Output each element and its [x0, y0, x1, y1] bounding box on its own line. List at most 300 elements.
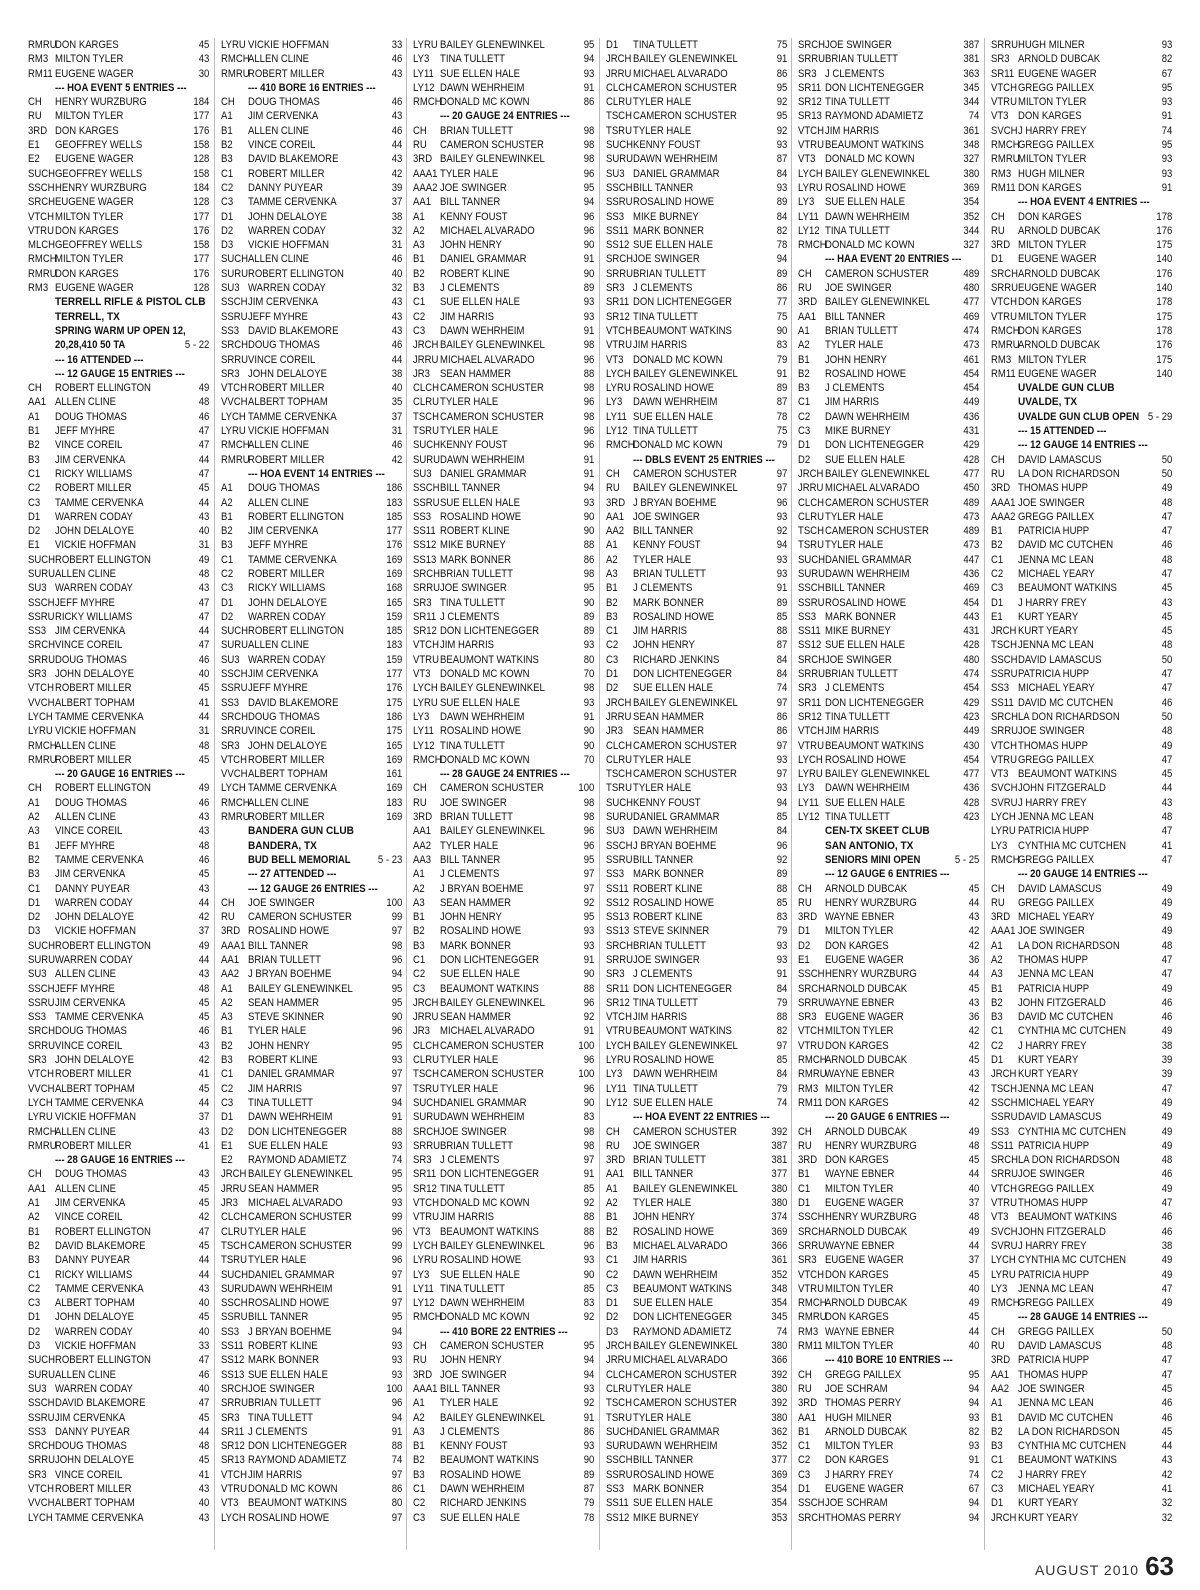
shooter-name: BEAUMONT WATKINS — [1017, 1454, 1117, 1467]
class-code — [413, 109, 440, 123]
result-row — [221, 767, 402, 781]
shooter-name: MILTON TYLER — [825, 1182, 894, 1195]
score: 74 — [391, 1454, 402, 1467]
shooter-name: DON LICHTENEGGER — [825, 696, 925, 709]
score: 45 — [198, 1311, 210, 1324]
shooter-name: ARNOLD DUBCAK — [825, 882, 908, 895]
result-row — [28, 138, 209, 152]
shooter-name: TINA TULLETT — [825, 96, 890, 109]
shooter-name: DON KARGES — [825, 1039, 889, 1052]
class-code: C2 — [605, 639, 618, 652]
shooter-name: BRIAN TULLETT — [247, 954, 321, 966]
shooter-name: TINA TULLETT — [247, 1411, 313, 1424]
score: 89 — [776, 267, 787, 280]
class-code: D3 — [28, 1340, 41, 1353]
result-row — [991, 467, 1172, 481]
class-code: C2 — [413, 310, 426, 323]
score: 89 — [776, 196, 787, 209]
class-code: C1 — [220, 553, 233, 566]
shooter-name: GEOFFREY WELLS — [55, 239, 143, 252]
result-row — [798, 1511, 979, 1525]
shooter-name: RICKY WILLIAMS — [55, 1268, 133, 1281]
result-row — [413, 1368, 594, 1382]
score: 348 — [963, 139, 980, 152]
score: 94 — [776, 796, 787, 809]
class-code: SUCH — [28, 167, 56, 180]
result-row — [606, 496, 787, 510]
result-row — [991, 267, 1172, 281]
result-row — [221, 1282, 402, 1296]
shooter-name: MICHAEL ALVARADO — [247, 1197, 343, 1210]
score: 82 — [776, 224, 787, 237]
class-code: D1 — [798, 925, 811, 938]
score — [769, 1110, 794, 1124]
shooter-name: EUGENE WAGER — [55, 153, 134, 166]
class-code: B3 — [605, 1239, 618, 1252]
result-row — [991, 1210, 1172, 1224]
score: 42 — [198, 1211, 210, 1224]
result-row — [413, 124, 594, 138]
section-header — [798, 1110, 979, 1124]
shooter-name: CAMERON SCHUSTER — [440, 1068, 544, 1081]
result-row — [991, 1496, 1172, 1510]
score: 45 — [1161, 768, 1172, 781]
score: 95 — [583, 39, 595, 51]
result-row — [798, 781, 979, 795]
score: 128 — [193, 153, 210, 166]
class-code: JRCH — [605, 53, 631, 66]
result-row — [606, 1353, 787, 1367]
result-row — [991, 739, 1172, 753]
class-code: SVCH — [990, 1225, 1017, 1238]
result-row — [606, 567, 787, 581]
shooter-name: GREGG PAILLEX — [1017, 1182, 1094, 1195]
shooter-name: JIM HARRIS — [825, 396, 880, 409]
class-code: VTCH — [605, 324, 632, 337]
score: 374 — [770, 1211, 787, 1224]
score: 92 — [583, 1311, 595, 1324]
shooter-name: TAMME CERVENKA — [247, 196, 337, 209]
shooter-name: CAMERON SCHUSTER — [247, 1239, 352, 1252]
result-row — [798, 939, 979, 953]
class-code: C2 — [220, 567, 233, 580]
result-row — [606, 81, 787, 95]
shooter-name: ARNOLD DUBCAK — [1017, 339, 1100, 352]
shooter-name: CAMERON SCHUSTER — [440, 782, 544, 795]
shooter-name: --- 28 GAUGE 24 ENTRIES --- — [440, 768, 570, 781]
shooter-name: JIM HARRIS — [632, 1254, 687, 1267]
result-row — [606, 124, 787, 138]
result-row — [991, 610, 1172, 624]
result-row — [28, 967, 209, 981]
shooter-name: CYNTHIA MC CUTCHEN — [1017, 1125, 1126, 1138]
shooter-name: EUGENE WAGER — [1017, 367, 1097, 380]
shooter-name: --- 12 GAUGE 14 ENTRIES --- — [1017, 439, 1148, 452]
result-row — [798, 1382, 979, 1396]
score — [954, 839, 979, 853]
score: 95 — [391, 1039, 402, 1052]
shooter-name: WARREN CODAY — [247, 224, 326, 237]
result-row — [413, 52, 594, 66]
score: 95 — [968, 1368, 980, 1381]
class-code: SSRU — [28, 996, 55, 1009]
score: 50 — [1161, 710, 1172, 723]
class-code: B3 — [990, 1440, 1003, 1453]
result-row — [221, 1310, 402, 1324]
result-row — [221, 1225, 402, 1239]
score: 42 — [968, 1096, 980, 1109]
class-code: A3 — [990, 968, 1003, 981]
score: 45 — [198, 1454, 210, 1467]
result-row — [991, 238, 1172, 252]
result-row — [413, 624, 594, 638]
result-row — [413, 1511, 594, 1525]
score: 44 — [968, 968, 980, 981]
score: 49 — [198, 939, 210, 952]
result-row — [413, 896, 594, 910]
shooter-name: BEAUMONT WATKINS — [632, 1025, 732, 1038]
shooter-name: EUGENE WAGER — [825, 1197, 904, 1210]
result-row — [606, 267, 787, 281]
score: 473 — [963, 510, 980, 523]
result-row — [413, 1196, 594, 1210]
shooter-name: ALBERT TOPHAM — [55, 1082, 135, 1095]
score: 345 — [963, 81, 980, 94]
class-code: RMCH — [220, 796, 250, 809]
shooter-name: JIM HARRIS — [247, 1468, 302, 1481]
result-row — [606, 1468, 787, 1482]
shooter-name: HENRY WURZBURG — [55, 96, 147, 109]
class-code: SU3 — [605, 167, 625, 180]
class-code: C2 — [413, 968, 426, 981]
class-code: B1 — [605, 582, 618, 595]
score: 92 — [583, 1011, 595, 1024]
class-code: A3 — [605, 567, 618, 580]
class-code: LYRU — [605, 382, 631, 395]
class-code: E1 — [220, 1139, 233, 1152]
shooter-name: DOUG THOMAS — [55, 653, 127, 666]
score: 41 — [1161, 1482, 1172, 1495]
result-row — [991, 152, 1172, 166]
shooter-name: DAVID BLAKEMORE — [247, 153, 338, 166]
shooter-name: JENNA MC LEAN — [1017, 1282, 1094, 1295]
shooter-name: VINCE COREIL — [247, 353, 315, 366]
score: 40 — [198, 1325, 210, 1338]
class-code: SURU — [413, 1111, 441, 1124]
results-column-1 — [28, 38, 215, 1550]
class-code: D2 — [220, 224, 233, 237]
result-row — [606, 52, 787, 66]
score: 45 — [968, 1311, 980, 1324]
score: 39 — [1161, 1054, 1172, 1067]
result-row — [606, 982, 787, 996]
class-code: TSCH — [413, 1068, 439, 1081]
score: 96 — [583, 439, 595, 452]
class-code: VT3 — [990, 110, 1008, 123]
score: 5 - 25 — [954, 853, 980, 866]
result-row — [991, 1382, 1172, 1396]
class-code: VTRU — [220, 1482, 247, 1495]
shooter-name: VINCE COREIL — [247, 139, 315, 152]
class-code: VVCH — [28, 1082, 55, 1095]
score: 49 — [1161, 1297, 1172, 1310]
score: 93 — [391, 1139, 402, 1152]
score: 43 — [198, 1168, 210, 1181]
score: 38 — [1161, 1039, 1172, 1052]
score: 82 — [1161, 53, 1172, 66]
shooter-name: ROBERT MILLER — [247, 753, 324, 766]
score: 93 — [391, 1340, 402, 1353]
result-row — [606, 1139, 787, 1153]
shooter-name: DAVID MC CUTCHEN — [1017, 539, 1113, 552]
class-code: B1 — [28, 1225, 40, 1238]
class-code: TSRU — [605, 124, 632, 137]
shooter-name: DONALD MC KOWN — [632, 439, 723, 452]
class-code: B1 — [798, 1425, 810, 1438]
score: 92 — [776, 96, 787, 109]
shooter-name: ROSALIND HOWE — [632, 196, 714, 209]
shooter-name: MILTON TYLER — [825, 1282, 894, 1295]
result-row — [413, 481, 594, 495]
result-row — [221, 896, 402, 910]
shooter-name: CAMERON SCHUSTER — [825, 525, 929, 538]
score: 176 — [385, 682, 402, 695]
score: 49 — [968, 1125, 980, 1138]
result-row — [991, 1339, 1172, 1353]
result-row — [28, 567, 209, 581]
score: 96 — [583, 425, 595, 438]
result-row — [413, 710, 594, 724]
score: 49 — [1161, 982, 1172, 995]
results-column-3 — [413, 38, 600, 1550]
score: 46 — [1161, 1225, 1172, 1238]
score: 44 — [968, 896, 980, 909]
result-row — [221, 1382, 402, 1396]
score: 49 — [198, 553, 210, 566]
class-code: LYRU — [220, 39, 246, 51]
score: 30 — [198, 67, 210, 80]
class-code — [798, 824, 825, 838]
shooter-name: BAILEY GLENEWINKEL — [440, 339, 545, 352]
class-code: A1 — [990, 939, 1003, 952]
shooter-name: WARREN CODAY — [55, 954, 133, 966]
shooter-name: BILL TANNER — [247, 939, 308, 952]
shooter-name: KURT YEARY — [1017, 610, 1078, 623]
class-code: CLCH — [413, 382, 439, 395]
score: 40 — [391, 382, 402, 395]
shooter-name: BRIAN TULLETT — [632, 267, 706, 280]
class-code: SRCH — [413, 1125, 441, 1138]
shooter-name: ALLEN CLINE — [55, 567, 116, 580]
result-row — [413, 1411, 594, 1425]
score: 46 — [198, 1368, 210, 1381]
class-code: 3RD — [413, 811, 433, 824]
result-row — [991, 481, 1172, 495]
score: 80 — [391, 1497, 402, 1510]
class-code: LYCH — [220, 782, 246, 795]
score: 93 — [583, 296, 595, 309]
shooter-name: EUGENE WAGER — [55, 67, 134, 80]
result-row — [991, 338, 1172, 352]
shooter-name: JOHN DELALOYE — [247, 739, 327, 752]
class-code: AA1 — [28, 396, 47, 409]
class-code: C2 — [413, 1497, 426, 1510]
result-row — [413, 1010, 594, 1024]
class-code: AAA1 — [413, 167, 438, 180]
result-row — [991, 1468, 1172, 1482]
score: 91 — [391, 1282, 402, 1295]
shooter-name: MICHAEL YEARY — [1017, 567, 1095, 580]
shooter-name: BAILEY GLENEWINKEL — [440, 1411, 545, 1424]
result-row — [221, 181, 402, 195]
result-row — [221, 638, 402, 652]
shooter-name: DAWN WEHRHEIM — [825, 210, 910, 223]
class-code: SR11 — [798, 696, 822, 709]
class-code: SURU — [28, 954, 56, 966]
result-row — [413, 1153, 594, 1167]
class-code: SR11 — [413, 610, 437, 623]
result-row — [798, 1253, 979, 1267]
section-header — [28, 353, 209, 367]
shooter-name: MICHAEL ALVARADO — [632, 1354, 728, 1367]
result-row — [221, 424, 402, 438]
result-row — [798, 624, 979, 638]
score: 74 — [776, 682, 787, 695]
shooter-name: UVALDE GUN CLUB OPEN — [1017, 410, 1139, 423]
class-code: SRRU — [990, 282, 1018, 295]
result-row — [606, 596, 787, 610]
result-row — [28, 1310, 209, 1324]
class-code: LYCH — [413, 682, 438, 695]
class-code: SUCH — [798, 553, 826, 566]
section-header — [606, 1110, 787, 1124]
shooter-name: PATRICIA HUPP — [1017, 1139, 1089, 1152]
class-code: LY3 — [798, 782, 815, 795]
shooter-name: BAILEY GLENEWINKEL — [440, 682, 545, 695]
class-code: B3 — [413, 282, 425, 295]
score: 91 — [583, 1168, 595, 1181]
score: 98 — [583, 124, 595, 137]
result-row — [991, 1353, 1172, 1367]
score: 94 — [968, 1382, 980, 1395]
class-code: SRCH — [798, 1511, 826, 1524]
shooter-name: MARK BONNER — [440, 553, 511, 566]
shooter-name: CAMERON SCHUSTER — [247, 911, 352, 924]
result-row — [221, 224, 402, 238]
score: 44 — [391, 139, 402, 152]
shooter-name: ARNOLD DUBCAK — [825, 982, 908, 995]
score: 93 — [1161, 167, 1172, 180]
class-code — [991, 381, 1018, 395]
shooter-name: MILTON TYLER — [55, 253, 124, 266]
result-row — [413, 1096, 594, 1110]
score: 47 — [1161, 510, 1172, 523]
result-row — [413, 739, 594, 753]
class-code: C2 — [990, 1039, 1003, 1052]
score: 40 — [198, 525, 210, 538]
result-row — [221, 967, 402, 981]
class-code: C1 — [605, 1254, 618, 1267]
class-code: C1 — [605, 625, 618, 638]
score: 78 — [776, 410, 787, 423]
result-row — [991, 252, 1172, 266]
shooter-name: DAWN WEHRHEIM — [440, 81, 525, 94]
shooter-name: BAILEY GLENEWINKEL — [825, 167, 930, 180]
shooter-name: DONALD MC KOWN — [440, 753, 530, 766]
score: 366 — [770, 1239, 787, 1252]
score: 94 — [776, 253, 787, 266]
class-code: RMCH — [798, 1297, 827, 1310]
score: 41 — [198, 1468, 210, 1481]
score: 48 — [1161, 496, 1172, 509]
shooter-name: DAWN WEHRHEIM — [825, 782, 910, 795]
class-code: RMCH — [605, 439, 635, 452]
class-code: RMRU — [28, 39, 57, 51]
class-code: SUCH — [28, 939, 56, 952]
score: 45 — [1161, 610, 1172, 623]
shooter-name: DANIEL GRAMMAR — [247, 1268, 335, 1281]
shooter-name: BRIAN TULLETT — [247, 1397, 321, 1410]
class-code: RMRU — [798, 1068, 827, 1081]
class-code: VT3 — [220, 1497, 238, 1510]
score: 176 — [385, 539, 402, 552]
score: 90 — [583, 739, 595, 752]
class-code: CH — [413, 782, 427, 795]
result-row — [606, 1268, 787, 1282]
score: 96 — [583, 1239, 595, 1252]
class-code: C1 — [990, 1025, 1003, 1038]
score: 93 — [583, 925, 595, 938]
class-code: LYCH — [798, 753, 823, 766]
score: 96 — [583, 996, 595, 1009]
result-row — [991, 1039, 1172, 1053]
shooter-name: 20,28,410 50 TA — [55, 339, 126, 352]
class-code: AA1 — [798, 1411, 817, 1424]
shooter-name: WAYNE EBNER — [825, 1325, 895, 1338]
score: 46 — [1161, 696, 1172, 709]
shooter-name: DON KARGES — [1017, 110, 1082, 123]
result-row — [606, 1325, 787, 1339]
score: 45 — [198, 753, 210, 766]
shooter-name: TAMME CERVENKA — [55, 1096, 144, 1109]
shooter-name: DAWN WEHRHEIM — [825, 567, 910, 580]
result-row — [798, 124, 979, 138]
score: 90 — [583, 510, 595, 523]
score: 91 — [583, 1025, 595, 1038]
score: 477 — [963, 467, 980, 480]
shooter-name: TAMME CERVENKA — [247, 782, 337, 795]
shooter-name: --- 20 GAUGE 16 ENTRIES --- — [55, 768, 185, 781]
shooter-name: ROBERT KLINE — [247, 1340, 318, 1353]
score: 74 — [968, 110, 980, 123]
result-row — [798, 1125, 979, 1139]
score: 474 — [963, 324, 980, 337]
score — [570, 109, 595, 123]
class-code: RMRU — [28, 753, 57, 766]
shooter-name: DOUG THOMAS — [55, 1025, 127, 1038]
score: 387 — [770, 1139, 787, 1152]
score: 78 — [583, 1511, 595, 1524]
shooter-name: DON KARGES — [55, 39, 119, 51]
result-row — [606, 167, 787, 181]
score: 158 — [193, 167, 210, 180]
shooter-name: DAWN WEHRHEIM — [632, 1440, 717, 1453]
shooter-name: ARNOLD DUBCAK — [1017, 267, 1100, 280]
score: 94 — [583, 482, 595, 495]
shooter-name: CAMERON SCHUSTER — [632, 739, 737, 752]
class-code: SS3 — [220, 696, 239, 709]
class-code: CLCH — [605, 1368, 632, 1381]
